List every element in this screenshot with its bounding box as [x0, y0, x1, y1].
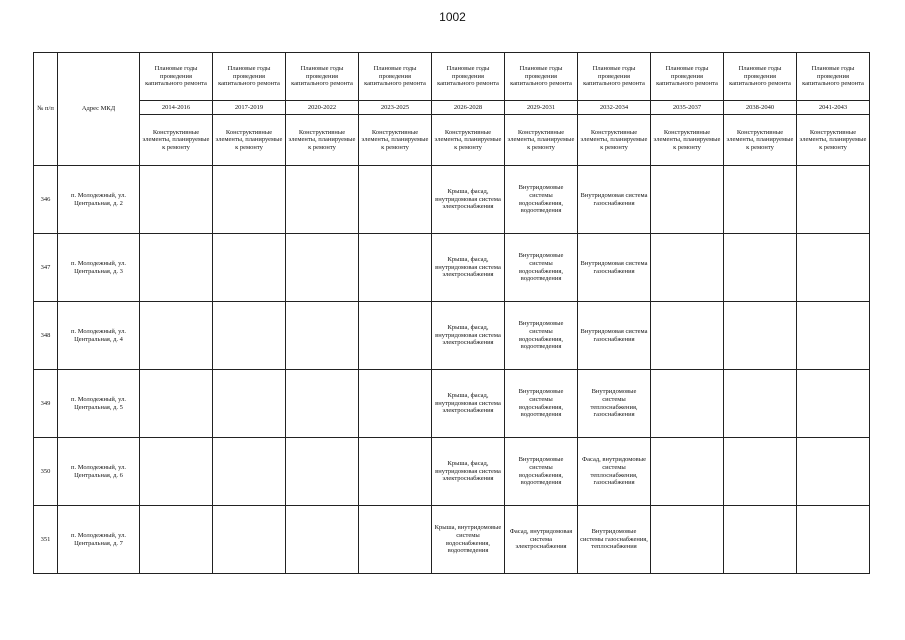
- header-row-years: [34, 101, 870, 115]
- repair-elements-cell: [724, 166, 797, 234]
- repair-elements-cell: [724, 506, 797, 574]
- repair-elements-cell: Внутридомовая система газоснабжения: [578, 302, 651, 370]
- repair-elements-cell: [286, 166, 359, 234]
- repair-elements-cell: [213, 506, 286, 574]
- elements-header: Конструктивные элементы, планируемые к ремонту: [140, 115, 213, 166]
- repair-elements-cell: Внутридомовые системы водоснабжения, водоотведения: [505, 166, 578, 234]
- row-number: 349: [34, 370, 58, 438]
- repair-elements-cell: [213, 166, 286, 234]
- repair-elements-cell: [286, 438, 359, 506]
- repair-elements-cell: [651, 302, 724, 370]
- elements-header: Конструктивные элементы, планируемые к ремонту: [505, 115, 578, 166]
- period-heading: Плановые годы проведения капитального ремонта: [213, 53, 286, 101]
- header-row-elements: [34, 115, 870, 166]
- repair-elements-cell: [140, 302, 213, 370]
- repair-elements-cell: [359, 506, 432, 574]
- period-heading: Плановые годы проведения капитального ремонта: [359, 53, 432, 101]
- repair-elements-cell: [797, 506, 870, 574]
- repair-elements-cell: [651, 166, 724, 234]
- period-years: 2017-2019: [213, 101, 286, 115]
- row-address: п. Молодежный, ул. Центральная, д. 2: [58, 166, 140, 234]
- repair-elements-cell: Внутридомовая система газоснабжения: [578, 234, 651, 302]
- elements-header: Конструктивные элементы, планируемые к ремонту: [359, 115, 432, 166]
- repair-elements-cell: [724, 438, 797, 506]
- elements-header: Конструктивные элементы, планируемые к ремонту: [286, 115, 359, 166]
- repair-elements-cell: Крыша, фасад, внутридомовая система электроснабжения: [432, 234, 505, 302]
- period-heading: Плановые годы проведения капитального ремонта: [724, 53, 797, 101]
- repair-elements-cell: [359, 370, 432, 438]
- row-address: п. Молодежный, ул. Центральная, д. 5: [58, 370, 140, 438]
- repair-elements-cell: [651, 438, 724, 506]
- repair-elements-cell: Внутридомовые системы водоснабжения, водоотведения: [505, 234, 578, 302]
- repair-elements-cell: Внутридомовые системы теплоснабжения, газоснабжения: [578, 370, 651, 438]
- row-number: 347: [34, 234, 58, 302]
- repair-elements-cell: Внутридомовые системы газоснабжения, теплоснабжения: [578, 506, 651, 574]
- repair-elements-cell: [724, 302, 797, 370]
- period-years: 2032-2034: [578, 101, 651, 115]
- repair-elements-cell: [359, 234, 432, 302]
- repair-elements-cell: [140, 166, 213, 234]
- elements-header: Конструктивные элементы, планируемые к ремонту: [213, 115, 286, 166]
- period-years: 2026-2028: [432, 101, 505, 115]
- repair-elements-cell: [797, 234, 870, 302]
- table-row: [34, 166, 870, 234]
- repair-elements-cell: [140, 506, 213, 574]
- repair-elements-cell: Внутридомовые системы водоснабжения, водоотведения: [505, 302, 578, 370]
- column-header-address: Адрес МКД: [58, 53, 140, 166]
- row-number: 348: [34, 302, 58, 370]
- repair-elements-cell: [286, 370, 359, 438]
- repair-elements-cell: Крыша, фасад, внутридомовая система электроснабжения: [432, 438, 505, 506]
- table-row: [34, 370, 870, 438]
- repair-elements-cell: [213, 302, 286, 370]
- repair-elements-cell: Фасад, внутридомовые системы теплоснабжения, газоснабжения: [578, 438, 651, 506]
- table-row: [34, 302, 870, 370]
- period-heading: Плановые годы проведения капитального ремонта: [286, 53, 359, 101]
- period-heading: Плановые годы проведения капитального ремонта: [797, 53, 870, 101]
- repair-elements-cell: [213, 370, 286, 438]
- repair-elements-cell: [797, 302, 870, 370]
- table-row: [34, 506, 870, 574]
- repair-elements-cell: Крыша, фасад, внутридомовая система электроснабжения: [432, 370, 505, 438]
- row-number: 350: [34, 438, 58, 506]
- elements-header: Конструктивные элементы, планируемые к ремонту: [797, 115, 870, 166]
- repair-elements-cell: Крыша, внутридомовые системы водоснабжения, водоотведения: [432, 506, 505, 574]
- repair-elements-cell: Внутридомовые системы водоснабжения, водоотведения: [505, 438, 578, 506]
- period-heading: Плановые годы проведения капитального ремонта: [140, 53, 213, 101]
- repair-elements-cell: [213, 234, 286, 302]
- period-heading: Плановые годы проведения капитального ремонта: [578, 53, 651, 101]
- repair-elements-cell: [286, 506, 359, 574]
- row-address: п. Молодежный, ул. Центральная, д. 3: [58, 234, 140, 302]
- repair-elements-cell: Крыша, фасад, внутридомовая система электроснабжения: [432, 302, 505, 370]
- elements-header: Конструктивные элементы, планируемые к ремонту: [651, 115, 724, 166]
- repair-elements-cell: [359, 302, 432, 370]
- period-years: 2041-2043: [797, 101, 870, 115]
- period-years: 2020-2022: [286, 101, 359, 115]
- page-number: 1002: [439, 10, 466, 24]
- repair-elements-cell: [797, 438, 870, 506]
- elements-header: Конструктивные элементы, планируемые к ремонту: [432, 115, 505, 166]
- period-years: 2014-2016: [140, 101, 213, 115]
- repair-elements-cell: [651, 506, 724, 574]
- repair-elements-cell: [797, 370, 870, 438]
- period-years: 2023-2025: [359, 101, 432, 115]
- table-body: [34, 166, 870, 574]
- repair-elements-cell: [724, 370, 797, 438]
- period-heading: Плановые годы проведения капитального ремонта: [505, 53, 578, 101]
- period-years: 2038-2040: [724, 101, 797, 115]
- period-years: 2029-2031: [505, 101, 578, 115]
- repair-elements-cell: Внутридомовые системы водоснабжения, водоотведения: [505, 370, 578, 438]
- repair-elements-cell: Внутридомовая система газоснабжения: [578, 166, 651, 234]
- row-address: п. Молодежный, ул. Центральная, д. 4: [58, 302, 140, 370]
- repair-elements-cell: [286, 234, 359, 302]
- row-address: п. Молодежный, ул. Центральная, д. 7: [58, 506, 140, 574]
- repair-elements-cell: [651, 370, 724, 438]
- repair-elements-cell: Фасад, внутридомовая система электроснабжения: [505, 506, 578, 574]
- column-header-number: № п/п: [34, 53, 58, 166]
- row-number: 346: [34, 166, 58, 234]
- capital-repair-schedule-table: [33, 52, 870, 574]
- repair-elements-cell: [651, 234, 724, 302]
- table-row: [34, 234, 870, 302]
- table-row: [34, 438, 870, 506]
- repair-elements-cell: [140, 438, 213, 506]
- elements-header: Конструктивные элементы, планируемые к ремонту: [724, 115, 797, 166]
- repair-elements-cell: [213, 438, 286, 506]
- elements-header: Конструктивные элементы, планируемые к ремонту: [578, 115, 651, 166]
- repair-elements-cell: [140, 234, 213, 302]
- repair-elements-cell: [286, 302, 359, 370]
- period-years: 2035-2037: [651, 101, 724, 115]
- period-heading: Плановые годы проведения капитального ремонта: [432, 53, 505, 101]
- repair-elements-cell: [724, 234, 797, 302]
- repair-elements-cell: [797, 166, 870, 234]
- repair-elements-cell: [140, 370, 213, 438]
- period-heading: Плановые годы проведения капитального ремонта: [651, 53, 724, 101]
- repair-elements-cell: [359, 166, 432, 234]
- repair-elements-cell: [359, 438, 432, 506]
- row-number: 351: [34, 506, 58, 574]
- repair-elements-cell: Крыша, фасад, внутридомовая система электроснабжения: [432, 166, 505, 234]
- row-address: п. Молодежный, ул. Центральная, д. 6: [58, 438, 140, 506]
- header-row-period-headings: [34, 53, 870, 101]
